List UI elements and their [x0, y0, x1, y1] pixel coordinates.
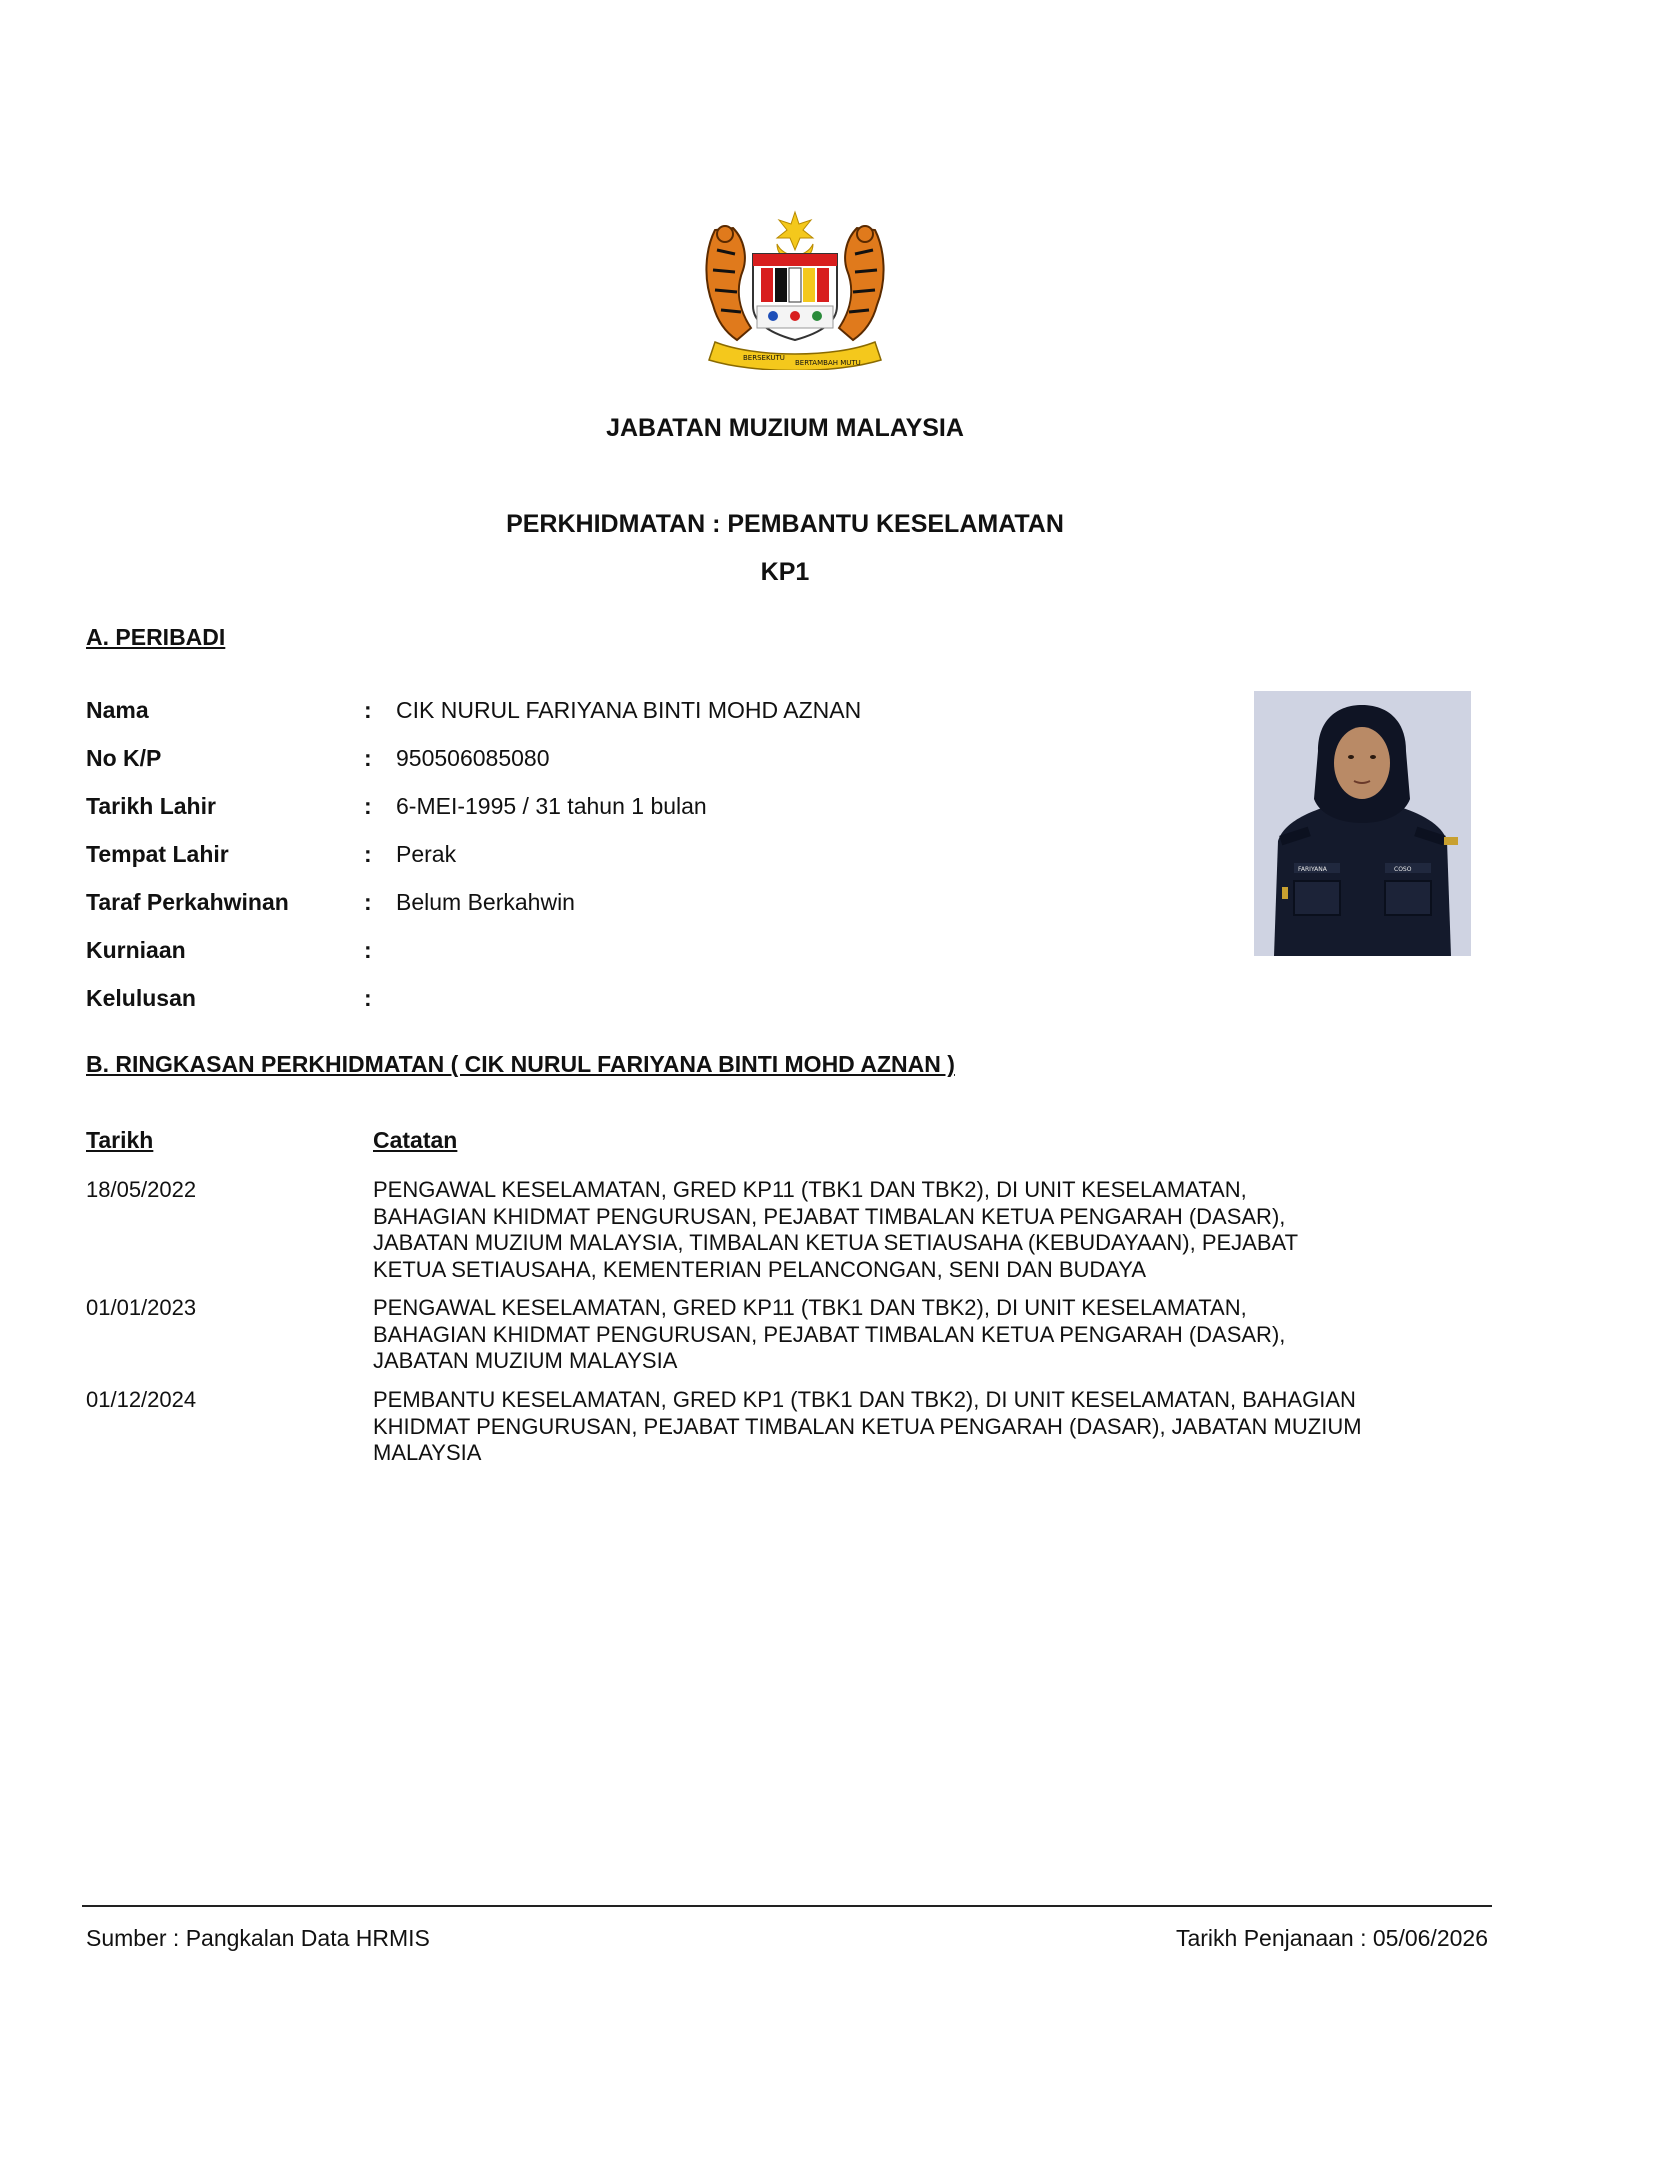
left-tiger-icon [706, 226, 751, 340]
shield-icon [753, 254, 837, 340]
field-colon: : [364, 841, 372, 867]
entry-note-line: KETUA SETIAUSAHA, KEMENTERIAN PELANCONGAN, SENI DAN BUDAYA [373, 1256, 1147, 1282]
badge-text: COSO [1394, 866, 1412, 873]
field-value: 950506085080 [396, 745, 550, 771]
field-label: Nama [86, 697, 149, 723]
portrait-photo [1254, 691, 1471, 956]
motto-left-text: BERSEKUTU [743, 354, 785, 362]
entry-note-line: BAHAGIAN KHIDMAT PENGURUSAN, PEJABAT TIMBALAN KETUA PENGARAH (DASAR), [373, 1321, 1286, 1347]
entry-note-line: KHIDMAT PENGURUSAN, PEJABAT TIMBALAN KETUA PENGARAH (DASAR), JABATAN MUZIUM [373, 1413, 1362, 1439]
field-colon: : [364, 985, 372, 1011]
field-colon: : [364, 889, 372, 915]
right-tiger-icon [839, 226, 884, 340]
column-header-date: Tarikh [86, 1127, 154, 1153]
field-label: Kelulusan [86, 985, 196, 1011]
organization-title: JABATAN MUZIUM MALAYSIA [606, 414, 964, 442]
field-value: CIK NURUL FARIYANA BINTI MOHD AZNAN [396, 697, 862, 723]
service-title: PERKHIDMATAN : PEMBANTU KESELAMATAN [506, 510, 1064, 538]
motto-ribbon [709, 342, 881, 370]
entry-note-line: JABATAN MUZIUM MALAYSIA, TIMBALAN KETUA SETIAUSAHA (KEBUDAYAAN), PEJABAT [373, 1230, 1299, 1255]
field-value: 6-MEI-1995 / 31 tahun 1 bulan [396, 793, 707, 819]
field-label: Taraf Perkahwinan [86, 889, 289, 915]
coat-of-arms-logo [695, 210, 895, 370]
field-value: Perak [396, 841, 457, 867]
entry-note [373, 1387, 1563, 1467]
entry-note-line: PENGAWAL KESELAMATAN, GRED KP11 (TBK1 DAN TBK2), DI UNIT KESELAMATAN, [373, 1177, 1247, 1202]
section-b-heading: B. RINGKASAN PERKHIDMATAN ( CIK NURUL FARIYANA BINTI MOHD AZNAN ) [86, 1051, 955, 1077]
footer-source: Sumber : Pangkalan Data HRMIS [86, 1925, 430, 1951]
field-label: Kurniaan [86, 937, 186, 963]
entry-note-line: PEMBANTU KESELAMATAN, GRED KP1 (TBK1 DAN TBK2), DI UNIT KESELAMATAN, BAHAGIAN [373, 1387, 1356, 1412]
field-colon: : [364, 697, 372, 723]
entry-note-line: BAHAGIAN KHIDMAT PENGURUSAN, PEJABAT TIMBALAN KETUA PENGARAH (DASAR), [373, 1203, 1286, 1229]
entry-date: 18/05/2022 [86, 1177, 197, 1202]
entry-note [373, 1177, 1563, 1283]
column-header-note: Catatan [373, 1127, 458, 1153]
entry-note-line: MALAYSIA [373, 1440, 482, 1465]
entry-note-line: JABATAN MUZIUM MALAYSIA [373, 1348, 678, 1373]
entry-note [373, 1295, 1563, 1375]
field-label: Tarikh Lahir [86, 793, 216, 819]
section-a-heading: A. PERIBADI [86, 624, 226, 650]
field-colon: : [364, 745, 372, 771]
field-label: No K/P [86, 745, 162, 771]
entry-date: 01/01/2023 [86, 1295, 197, 1320]
entry-date: 01/12/2024 [86, 1387, 197, 1412]
name-tag-text: FARIYANA [1298, 866, 1327, 873]
grade-title: KP1 [760, 558, 810, 586]
field-value: Belum Berkahwin [396, 889, 575, 915]
footer-generated-date: Tarikh Penjanaan : 05/06/2026 [1175, 1925, 1488, 1951]
footer-divider [82, 1905, 1492, 1907]
field-colon: : [364, 937, 372, 963]
motto-right-text: BERTAMBAH MUTU [795, 359, 861, 367]
field-label: Tempat Lahir [86, 841, 229, 867]
field-colon: : [364, 793, 372, 819]
entry-note-line: PENGAWAL KESELAMATAN, GRED KP11 (TBK1 DAN TBK2), DI UNIT KESELAMATAN, [373, 1295, 1247, 1320]
